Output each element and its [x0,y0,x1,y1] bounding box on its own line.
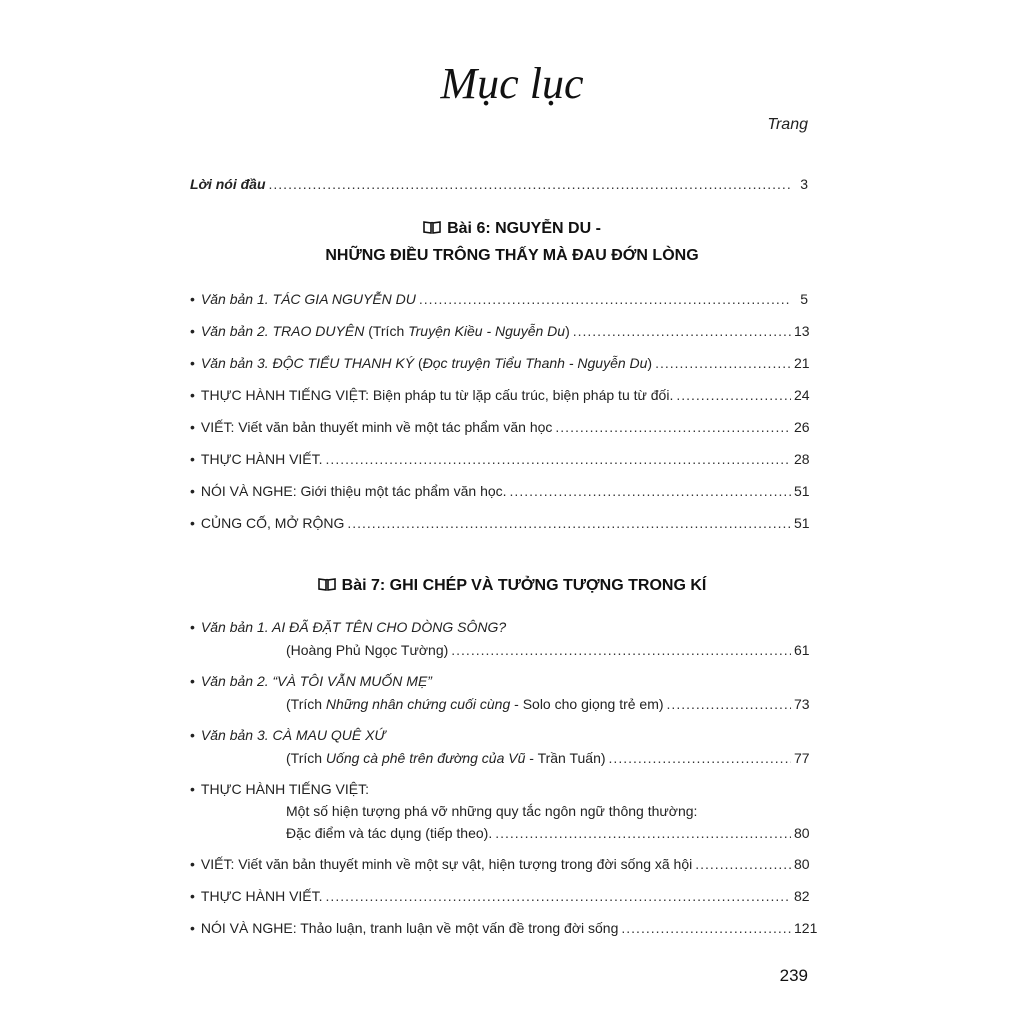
toc-entry[interactable] [286,823,808,843]
entry-page: 3 [800,176,808,192]
entry-label: Văn bản 2. TRAO DUYÊN [200,323,365,339]
bullet-icon: • [190,781,195,797]
entry-page: 82 [794,888,810,904]
bullet-icon: • [190,727,195,743]
bullet-icon: • [190,920,195,936]
bullet-icon: • [190,619,195,635]
entry-source-end: ) [647,355,653,371]
entry-label: Lời nói đầu [190,176,266,192]
toc-entry[interactable] [190,417,808,437]
entry-description: Một số hiện tượng phá vỡ những quy tắc ngôn ngữ thông thường: [286,803,698,819]
entry-page: 21 [794,355,810,371]
entry-page: 121 [794,920,818,936]
entry-source-end: - Trần Tuấn) [525,750,606,766]
entry-source-end: - Solo cho giọng trẻ em) [510,696,664,712]
entry-page: 28 [794,451,810,467]
entry-label: THỰC HÀNH VIẾT. [200,888,323,904]
page-column-header: Trang [767,116,808,133]
entry-label: Văn bản 1. TÁC GIA NGUYỄN DU [200,291,416,307]
entry-page: 80 [794,856,810,872]
entry-source: (Hoàng Phủ Ngọc Tường) [286,642,449,658]
entry-label: NÓI VÀ NGHE: Thảo luận, tranh luận về một vấn đề trong đời sống [200,920,619,936]
bullet-icon: • [190,291,195,307]
toc-entry[interactable] [190,385,808,405]
toc-entry-title-line[interactable] [190,725,386,745]
entry-source-title: Đọc truyện Tiểu Thanh - Nguyễn Du [422,355,648,371]
entry-page: 73 [794,696,810,712]
lesson-6-heading [0,218,1024,240]
dot-leader [609,748,791,768]
toc-entry-title-line[interactable] [190,671,432,691]
entry-page: 26 [794,419,810,435]
toc-entry[interactable] [286,748,808,768]
entry-page: 51 [794,515,810,531]
lesson-7-heading [0,575,1024,597]
entry-source-title: Truyện Kiều - Nguyễn Du [408,323,566,339]
entry-label: VIẾT: Viết văn bản thuyết minh về một sự vật, hiện tượng trong đời sống xã hội [200,856,693,872]
entry-page: 77 [794,750,810,766]
lesson-7-title: Bài 7: GHI CHÉP VÀ TƯỞNG TƯỢNG TRONG KÍ [341,577,707,594]
toc-entry[interactable] [190,353,808,373]
entry-page: 24 [794,387,810,403]
dot-leader [573,321,791,341]
entry-label: THỰC HÀNH TIẾNG VIỆT: Biện pháp tu từ lặp cấu trúc, biện pháp tu từ đối. [200,387,674,403]
entry-source-end: ) [565,323,570,339]
open-book-icon [318,577,336,591]
entry-source: (Trích [364,323,409,339]
page-title: Mục lục [440,59,584,108]
toc-entry[interactable] [286,640,808,660]
toc-entry-title-line[interactable] [190,779,369,799]
entry-page: 80 [794,825,810,841]
bullet-icon: • [190,419,195,435]
bullet-icon: • [190,483,195,499]
bullet-icon: • [190,355,195,371]
entry-label: VIẾT: Viết văn bản thuyết minh về một tác phẩm văn học [200,419,553,435]
entry-source-title: Uống cà phê trên đường của Vũ [325,750,526,766]
entry-label: THỰC HÀNH VIẾT. [200,451,323,467]
bullet-icon: • [190,387,195,403]
dot-leader [326,886,791,906]
dot-leader [326,449,791,469]
entry-source: ( [414,355,423,371]
dot-leader [347,513,791,533]
dot-leader [667,694,791,714]
toc-entry[interactable] [190,481,808,501]
dot-leader [655,353,791,373]
bullet-icon: • [190,515,195,531]
toc-entry[interactable] [190,321,808,341]
toc-entry[interactable] [286,694,808,714]
page-number: 239 [779,966,808,985]
toc-entry[interactable] [190,289,808,309]
entry-page: 13 [794,323,810,339]
dot-leader [695,854,791,874]
entry-label: CỦNG CỐ, MỞ RỘNG [200,515,345,531]
dot-leader [495,823,791,843]
dot-leader [676,385,791,405]
open-book-icon [423,220,441,234]
toc-entry[interactable] [190,449,808,469]
entry-label: Văn bản 3. ĐỘC TIỂU THANH KÝ [200,355,415,371]
dot-leader [510,481,791,501]
dot-leader [419,289,791,309]
dot-leader [621,918,791,938]
dot-leader [555,417,791,437]
toc-entry[interactable] [190,854,808,874]
toc-entry-preface[interactable] [190,174,808,194]
bullet-icon: • [190,888,195,904]
toc-entry[interactable] [190,918,818,938]
entry-source: (Trích [286,696,326,712]
entry-label: Văn bản 1. AI ĐÃ ĐẶT TÊN CHO DÒNG SÔNG? [200,619,507,635]
lesson-6-title-line1: Bài 6: NGUYỄN DU - [447,220,601,237]
entry-label: THỰC HÀNH TIẾNG VIỆT: [200,781,369,797]
entry-page: 51 [794,483,810,499]
entry-description-end: Đặc điểm và tác dụng (tiếp theo). [286,825,493,841]
entry-source-title: Những nhân chứng cuối cùng [325,696,511,712]
toc-entry[interactable] [190,886,808,906]
entry-label: Văn bản 2. “VÀ TÔI VẪN MUỐN MẸ” [200,673,432,689]
entry-label: Văn bản 3. CÀ MAU QUÊ XỨ [200,727,386,743]
toc-entry-title-line[interactable] [190,617,506,637]
bullet-icon: • [190,451,195,467]
entry-label: NÓI VÀ NGHE: Giới thiệu một tác phẩm văn học. [200,483,507,499]
entry-page: 61 [794,642,810,658]
toc-entry[interactable] [190,513,808,533]
entry-page: 5 [800,291,808,307]
dot-leader [269,174,791,194]
dot-leader [451,640,791,660]
lesson-6-heading-line2: NHỮNG ĐIỀU TRÔNG THẤY MÀ ĐAU ĐỚN LÒNG [325,247,699,264]
bullet-icon: • [190,673,195,689]
bullet-icon: • [190,856,195,872]
bullet-icon: • [190,323,195,339]
entry-source: (Trích [286,750,326,766]
